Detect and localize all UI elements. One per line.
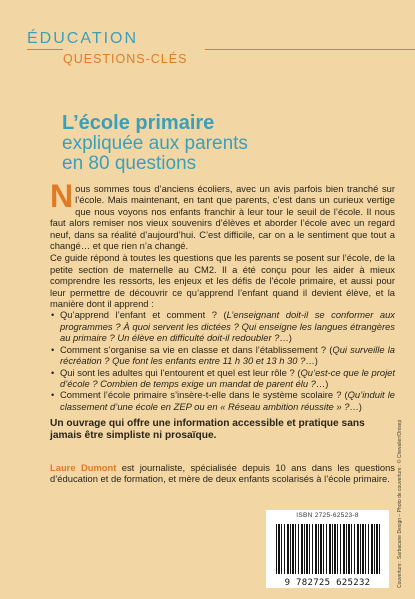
collection-banner: [27, 49, 415, 73]
intro-paragraph: [50, 178, 395, 252]
author-name: Laure Dumont: [50, 462, 117, 473]
list-item: • Comment l’école primaire s’insère-t-elle dans le système scolaire ? (Qu’induit le classement d’une école en ZEP ou en « Réseau ambition réussite » ?…): [50, 389, 395, 412]
intro-text: ous sommes tous d’anciens écoliers, avec un avis parfois bien tranché sur l’école. Mais maintenant, en tant que parents, c’est dans un curieux vertige que nous voyons nos enfants franchir à leur tour le seuil de l’école. Il nous faut alors remiser nos vieux souvenirs d’élèves et aborder l’école avec un regard neuf, dans sa réalité d’aujourd’hui. C’est difficile, car on a le sentiment que tout a changé… et que rien n’a changé.: [50, 183, 395, 252]
title-main: L’école primaire: [62, 112, 215, 134]
barcode-bars: [276, 524, 380, 574]
collection-label: QUESTIONS-CLÉS: [63, 52, 188, 66]
list-item: • Comment s’organise sa vie en classe et dans l’établissement ? (Qui surveille la récréation ? Que font les enfants entre 11 h 30 et 13 h 30 ?…): [50, 344, 395, 367]
isbn-label: ISBN 2725-62523-8: [296, 512, 359, 519]
title-line-3: en 80 questions: [62, 153, 197, 174]
series-label: ÉDUCATION: [27, 30, 139, 47]
intro-paragraph-2: Ce guide répond à toutes les questions que les parents se posent sur l’école, de la petite section de maternelle au CM2. Il a été conçu pour les aider à mieux comprendre les ressorts, les enjeux et les défis de l’école primaire, et aussi pour leur permettre de découvrir ce qu’apprend l’enfant quand il devient élève, et la manière dont il apprend :: [50, 252, 395, 310]
author-bio: [50, 462, 395, 485]
barcode-number: 9 782725 625232: [266, 578, 389, 588]
drop-cap: N: [50, 178, 74, 214]
description-body: [50, 178, 396, 412]
highlight-text: Un ouvrage qui offre une information accessible et pratique sans jamais être simpliste ni prosaïque.: [50, 418, 365, 441]
book-title: [62, 112, 402, 174]
question-list: [50, 309, 395, 412]
author-bio-text: est journaliste, spécialisée depuis 10 ans dans les questions d’éducation et de formation, et mère de deux enfants scolarisés à l’école primaire.: [50, 462, 395, 485]
cover-credits: Couverture : Sarbacane Design – Photo de couverture : © Chevalier/Onisep: [397, 419, 403, 588]
barcode: [266, 510, 389, 588]
title-line-2: expliquée aux parents: [62, 133, 248, 154]
collection-rule-left: [27, 49, 63, 50]
collection-rule-right: [205, 49, 415, 50]
list-item: • Qu’apprend l’enfant et comment ? (L’enseignant doit-il se conformer aux programmes ? À quoi servent les dictées ? Qui enseigne les langues étrangères au primaire ? Un élève en difficulté doit-il redoubler ?…): [50, 309, 395, 343]
list-item: • Qui sont les adultes qui l’entourent et quel est leur rôle ? (Qu’est-ce que le projet d’école ? Combien de temps exige un mandat de parent élu ?…): [50, 367, 395, 390]
